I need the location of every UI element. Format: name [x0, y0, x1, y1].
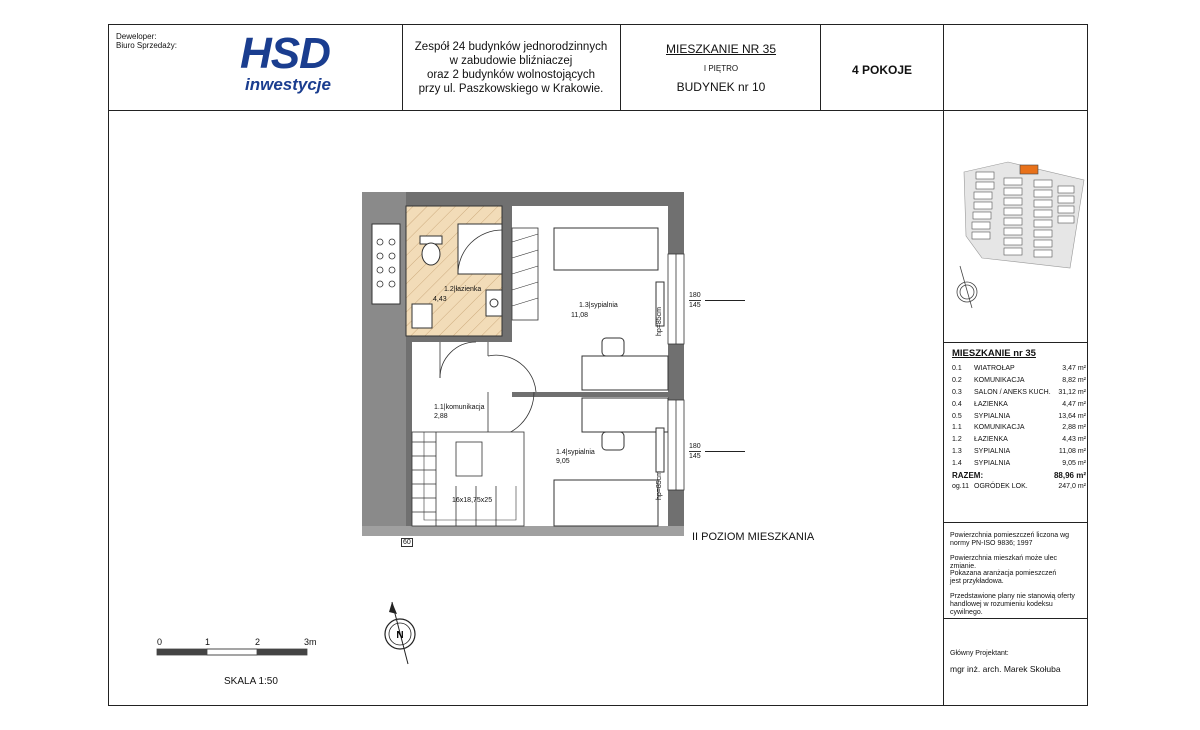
- architect-divider: [943, 618, 1088, 619]
- window-width: 180: [689, 292, 701, 299]
- table-row: 0.5 SYPIALNIA 13,64 m²: [952, 412, 1086, 420]
- chair-bottom: [602, 432, 624, 450]
- header-divider: [108, 110, 1088, 111]
- table-row: 0.3 SALON / ANEKS KUCH. 31,12 m²: [952, 388, 1086, 396]
- room-name: łazienka: [455, 286, 482, 293]
- room-id: 1.2: [444, 286, 454, 293]
- stairs: [412, 432, 524, 526]
- note-4: Przedstawione plany nie stanowią oferty handlowej w rozumieniu kodeksu cywilnego.: [950, 593, 1075, 616]
- table-row: 1.1 KOMUNIKACJA 2,88 m²: [952, 424, 1086, 432]
- window-width: 180: [689, 443, 701, 450]
- building-label: BUDYNEK nr 10: [676, 80, 766, 94]
- table-row: 1.4 SYPIALNIA 9,05 m²: [952, 459, 1086, 467]
- room-1-4-label: 1.4|sypialnia: [556, 449, 595, 456]
- sales-office-label: Biuro Sprzedaży:: [116, 41, 177, 50]
- room-1-3-area: 11,08: [571, 312, 588, 319]
- project-line: w zabudowie bliźniaczej: [449, 55, 573, 67]
- toilet-bowl: [422, 243, 440, 265]
- sill-height-bottom: hp=85cm: [656, 471, 663, 500]
- header-sep-3: [820, 24, 821, 110]
- floor-label: I PIĘTRO: [703, 64, 739, 73]
- room-1-2-area: 4,43: [433, 296, 447, 303]
- doors: [440, 342, 536, 438]
- bed-bottom: [554, 480, 658, 526]
- apartment-title: MIESZKANIE NR 35: [665, 42, 777, 56]
- level-badge: 60: [403, 539, 411, 546]
- room-id: 1.4: [556, 449, 566, 456]
- svg-text:N: N: [396, 630, 404, 641]
- desk-top: [582, 356, 668, 390]
- room-1-1-area: 2,88: [434, 413, 448, 420]
- table-row: 0.4 ŁAZIENKA 4,47 m²: [952, 400, 1086, 408]
- scale-bar: [156, 648, 308, 658]
- wall-bottom: [362, 526, 684, 536]
- scale-label: SKALA 1:50: [224, 676, 278, 687]
- project-line: Zespół 24 budynków jednorodzinnych: [414, 41, 608, 53]
- header-sep-1: [402, 24, 403, 110]
- rooms-count: 4 POKOJE: [851, 63, 913, 77]
- room-id: 1.3: [579, 302, 589, 309]
- note-3: Pokazana aranżacja pomieszczeń jest przykładowa.: [950, 570, 1057, 585]
- chair-top: [602, 338, 624, 356]
- table-row: 1.3 SYPIALNIA 11,08 m²: [952, 447, 1086, 455]
- wall-left-inner: [406, 340, 412, 526]
- window-height: 145: [689, 453, 701, 460]
- wall-right-lower: [668, 490, 684, 526]
- project-line: przy ul. Paszkowskiego w Krakowie.: [418, 83, 604, 95]
- header-sep-2: [620, 24, 621, 110]
- sink: [486, 290, 502, 316]
- wall-top: [362, 192, 684, 206]
- room-name: komunikacja: [445, 404, 485, 411]
- wall-bath-bottom: [406, 336, 512, 342]
- wardrobe-top: [512, 228, 538, 320]
- summary-title: MIESZKANIE nr 35: [952, 348, 1036, 359]
- note-1: Powierzchnia pomieszczeń liczona wg normy PN-ISO 9836; 1997: [950, 532, 1070, 547]
- wall-bedrooms: [512, 392, 668, 397]
- level-label: II POZIOM MIESZKANIA: [692, 531, 815, 543]
- note-2: Powierzchnia mieszkań może ulec zmianie.: [950, 555, 1057, 570]
- side-column-divider: [943, 24, 944, 706]
- room-id: 1.1: [434, 404, 444, 411]
- floor-plan: [340, 180, 810, 560]
- window-dim-bottom: [689, 443, 701, 460]
- scale-tick-2: 2: [255, 637, 261, 647]
- north-arrow-icon: [378, 598, 422, 666]
- logo-sub: inwestycje: [245, 75, 331, 94]
- wall-right-mid: [668, 344, 684, 400]
- room-1-3-label: 1.3|sypialnia: [579, 302, 618, 309]
- notes-divider: [943, 522, 1088, 523]
- architect-name: mgr inż. arch. Marek Skołuba: [950, 664, 1061, 674]
- site-plan: [946, 150, 1086, 310]
- scale-tick-1: 1: [205, 637, 211, 647]
- hsd-logo: [240, 29, 350, 102]
- room-1-1-label: 1.1|komunikacja: [434, 404, 485, 411]
- room-name: sypialnia: [590, 302, 618, 309]
- table-row: 0.1 WIATROŁAP 3,47 m²: [952, 365, 1086, 373]
- washer: [412, 304, 432, 328]
- window-height: 145: [689, 302, 701, 309]
- logo-main: HSD: [240, 29, 330, 78]
- room-name: sypialnia: [567, 449, 595, 456]
- wall-bath-right: [502, 206, 512, 336]
- shaft: [372, 224, 400, 304]
- sill-height-top: hp=85cm: [656, 307, 663, 336]
- architect-label: Główny Projektant:: [950, 650, 1009, 657]
- project-description: [404, 40, 618, 96]
- shower: [458, 224, 502, 274]
- room-1-4-area: 9,05: [556, 458, 570, 465]
- apartment-info: [622, 42, 820, 94]
- scale-tick-3: 3m: [304, 637, 317, 647]
- radiator-bottom: [656, 428, 664, 472]
- table-row: 0.2 KOMUNIKACJA 8,82 m²: [952, 377, 1086, 385]
- table-row: 1.2 ŁAZIENKA 4,43 m²: [952, 436, 1086, 444]
- total-row: RAZEM: 88,96 m²: [952, 470, 1086, 480]
- dim-line: [705, 300, 745, 301]
- desk-bottom: [582, 398, 668, 432]
- bed-top: [554, 228, 658, 270]
- room-1-2-label: 1.2|łazienka: [444, 286, 482, 293]
- area-table: [952, 363, 1086, 493]
- developer-label: Deweloper:: [116, 32, 157, 41]
- stairs-dimension: 16x18,75x25: [452, 497, 493, 504]
- highlighted-building: [1020, 165, 1038, 174]
- summary-divider: [943, 342, 1088, 343]
- garden-row: og.11 OGRÓDEK LOK. 247,0 m²: [952, 483, 1086, 491]
- window-dim-top: [689, 292, 701, 309]
- dim-line: [705, 451, 745, 452]
- scale-tick-0: 0: [157, 637, 163, 647]
- project-line: oraz 2 budynków wolnostojących: [426, 69, 596, 81]
- wall-right-upper: [668, 192, 684, 254]
